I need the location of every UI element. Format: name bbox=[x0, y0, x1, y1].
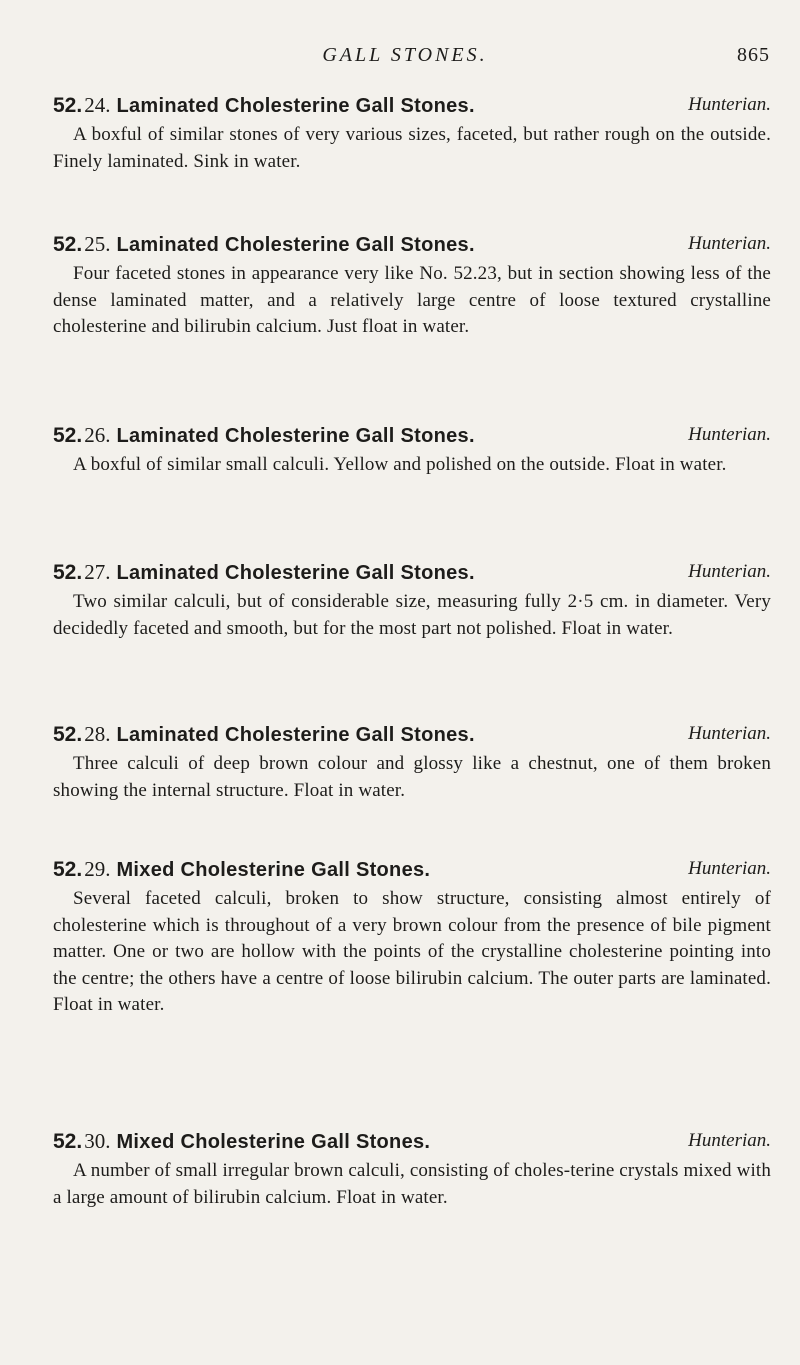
entry-series-number: 52. bbox=[53, 723, 83, 746]
entry-description: Two similar calculi, but of considerable size, measuring fully 2·5 cm. in diameter. Very decidedly faceted and smooth, but for the most part not polished. Float in water. bbox=[53, 591, 771, 639]
entry-item-number: 26. bbox=[84, 423, 111, 447]
entry-description: A number of small irregular brown calculi, consisting of choles-terine crystals mixed with a large amount of bilirubin calcium. Float in water. bbox=[53, 1160, 771, 1208]
entry-series-number: 52. bbox=[53, 424, 83, 447]
entry-series-number: 52. bbox=[53, 94, 83, 117]
entry-title: Laminated Cholesterine Gall Stones. bbox=[116, 562, 475, 584]
entry-description: Several faceted calculi, broken to show structure, consisting almost entirely of cholesterine which is throughout of a very brown colour from the presence of bile pigment matter. One or two are hollow with the points of the crystalline cholesterine pointing into the centre; the others have a centre of loose bilirubin calcium. The outer parts are laminated. Float in water. bbox=[53, 888, 771, 1015]
catalogue-entry-52-29 bbox=[53, 852, 771, 1019]
running-title: GALL STONES. bbox=[322, 44, 488, 66]
entry-item-number: 27. bbox=[84, 560, 111, 584]
catalogue-entry-52-27 bbox=[53, 555, 771, 642]
entry-source: Hunterian. bbox=[688, 561, 771, 582]
entry-title: Laminated Cholesterine Gall Stones. bbox=[116, 234, 475, 256]
entry-series-number: 52. bbox=[53, 561, 83, 584]
entry-description: Four faceted stones in appearance very like No. 52.23, but in section showing less of the dense laminated matter, and a relatively large centre of loose textured crystalline cholesterine and bilirubin calcium. Just float in water. bbox=[53, 263, 771, 337]
entry-description: A boxful of similar small calculi. Yellow and polished on the outside. Float in water. bbox=[73, 454, 727, 475]
entry-source: Hunterian. bbox=[688, 424, 771, 445]
catalogue-entry-52-24 bbox=[53, 88, 771, 175]
entry-item-number: 29. bbox=[84, 857, 111, 881]
catalogue-entry-52-28 bbox=[53, 717, 771, 804]
entry-title: Laminated Cholesterine Gall Stones. bbox=[116, 425, 475, 447]
catalogue-entry-52-26 bbox=[53, 418, 771, 479]
entry-source: Hunterian. bbox=[688, 94, 771, 115]
entry-series-number: 52. bbox=[53, 233, 83, 256]
entry-title: Laminated Cholesterine Gall Stones. bbox=[116, 724, 475, 746]
entry-source: Hunterian. bbox=[688, 233, 771, 254]
entry-item-number: 30. bbox=[84, 1129, 111, 1153]
entry-item-number: 24. bbox=[84, 93, 111, 117]
entry-heading bbox=[53, 717, 771, 751]
entry-heading bbox=[53, 555, 771, 589]
entry-title: Mixed Cholesterine Gall Stones. bbox=[116, 859, 431, 881]
entry-heading bbox=[53, 88, 771, 122]
entry-title: Laminated Cholesterine Gall Stones. bbox=[116, 95, 475, 117]
entry-heading bbox=[53, 418, 771, 452]
catalogue-entry-52-25 bbox=[53, 227, 771, 341]
entry-heading bbox=[53, 852, 771, 886]
entry-description: Three calculi of deep brown colour and glossy like a chestnut, one of them broken showing the internal structure. Float in water. bbox=[53, 753, 771, 801]
entry-title: Mixed Cholesterine Gall Stones. bbox=[116, 1131, 431, 1153]
entry-source: Hunterian. bbox=[688, 1130, 771, 1151]
entry-series-number: 52. bbox=[53, 1130, 83, 1153]
entry-heading bbox=[53, 227, 771, 261]
entry-item-number: 28. bbox=[84, 722, 111, 746]
entry-description: A boxful of similar stones of very various sizes, faceted, but rather rough on the outside. Finely laminated. Sink in water. bbox=[53, 124, 771, 172]
entry-item-number: 25. bbox=[84, 232, 111, 256]
page-number: 865 bbox=[737, 44, 770, 66]
entry-source: Hunterian. bbox=[688, 723, 771, 744]
entry-source: Hunterian. bbox=[688, 858, 771, 879]
entry-heading bbox=[53, 1124, 771, 1158]
catalogue-entry-52-30 bbox=[53, 1124, 771, 1211]
running-head bbox=[40, 44, 770, 74]
entry-series-number: 52. bbox=[53, 858, 83, 881]
